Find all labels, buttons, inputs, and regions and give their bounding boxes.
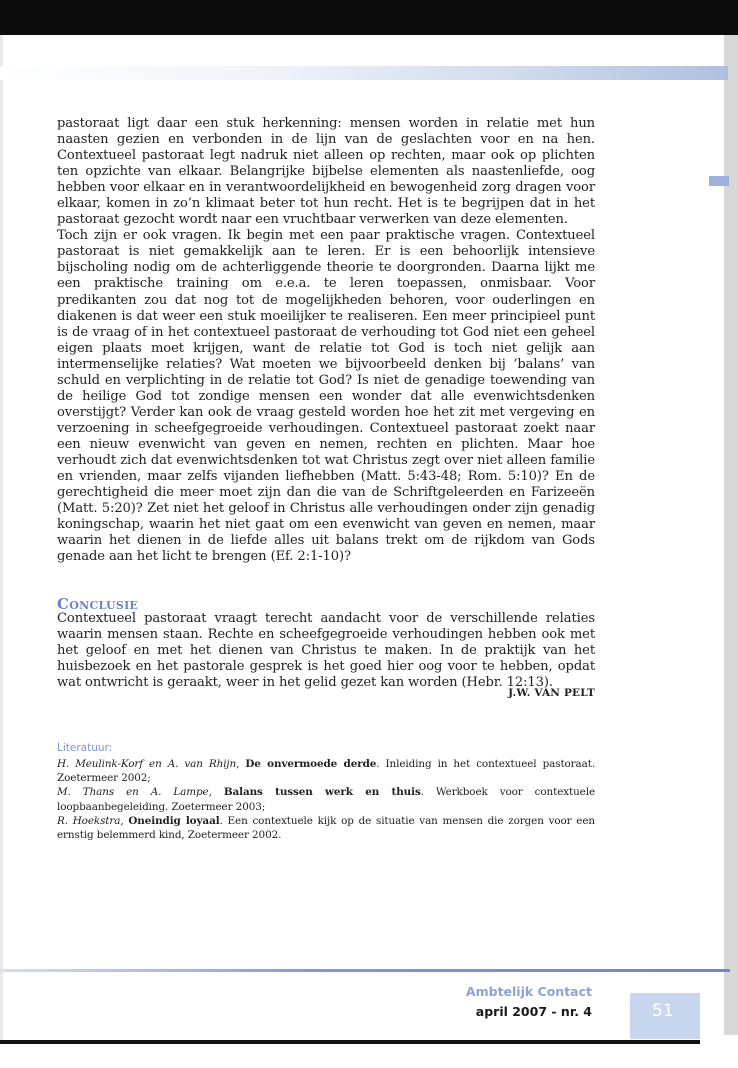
article-paragraph-1: pastoraat ligt daar een stuk herkenning: mensen worden in relatie met hun naasten gezien en verbonden in de lijn van de geslachten voor en na hen. Contextueel pastoraat legt nadruk niet alleen op rechten, maar ook op plichten ten opzichte van elkaar. Belangrijke bijbelse elementen als naastenliefde, oog hebben voor elkaar en in verantwoordelijkheid en bewogenheid zorg dragen voor elkaar, komen in zo’n klimaat beter tot hun recht. Het is te begrijpen dat in het pastoraat gezocht wordt naar een vruchtbaar verwerken van deze elementen. (57, 116, 595, 228)
literature-title: Oneindig loyaal (128, 814, 220, 827)
literature-title: Balans tussen werk en thuis (223, 786, 421, 799)
article-body (57, 116, 595, 565)
scan-left-edge (0, 35, 3, 1040)
literature-entry (57, 814, 595, 842)
magazine-issue: april 2007 - nr. 4 (475, 1004, 592, 1019)
scan-top-border (0, 0, 738, 35)
literature-label: Literatuur: (57, 742, 113, 754)
literature-title: De onvermoede derde (245, 758, 377, 770)
literature-details: . Inleiding in het contextueel pastoraat. Zoetermeer 2002; (57, 758, 596, 785)
side-marker-tab (709, 176, 729, 186)
conclusion-text: Contextueel pastoraat vraagt terecht aandacht voor de verschillende relaties waarin mensen staan. Rechte en scheefgegroeide verhoudingen hebben ook met het geloof en met het dienen van Christus te maken. In de praktijk van het huisbezoek en het pastorale gesprek is het goed hier oog voor te hebben, opdat wat ontwricht is geraakt, weer in het gelid gezet kan worden (Hebr. 12:13). (57, 611, 595, 691)
literature-details: . Werkboek voor contextuele loopbaanbegeleiding. Zoetermeer 2003; (57, 786, 595, 813)
header-color-band (0, 66, 728, 80)
literature-entry (57, 757, 595, 785)
literature-authors: R. Hoekstra, (57, 814, 124, 827)
author-signature: J.W. VAN PELT (508, 687, 595, 699)
literature-authors: H. Meulink-Korf en A. van Rhijn, (57, 758, 240, 770)
magazine-name: Ambtelijk Contact (465, 984, 592, 999)
scan-bottom-border (0, 1040, 700, 1044)
footer-rule (0, 969, 730, 972)
article-paragraph-2: Toch zijn er ook vragen. Ik begin met een paar praktische vragen. Contextueel pastoraat is niet gemakkelijk aan te leren. Er is een behoorlijk intensieve bijscholing nodig om de achterliggende theorie te doorgronden. Daarna lijkt me een praktische training om e.e.a. te leren toepassen, onmisbaar. Voor predikanten zou dat nog tot de mogelijkheden behoren, voor ouderlingen en diakenen is dat weer een stuk moeilijker te realiseren. Een meer principieel punt is de vraag of in het contextueel pastoraat de verhouding tot God niet een geheel eigen plaats moet krijgen, want de relatie tot God is toch niet gelijk aan intermenselijke relaties? Wat moeten we bijvoorbeeld denken bij ‘balans’ van schuld en verplichting in de relatie tot God? Is niet de genadige toewending van de heilige God tot zondige mensen een wonder dat alle evenwichtsdenken overstijgt? Verder kan ook de vraag gesteld worden hoe het zit met vergeving en verzoening in scheefgegroeide verhoudingen. Contextueel pastoraat zoekt naar een nieuw evenwicht van geven en nemen, rechten en plichten. Maar hoe verhoudt zich dat evenwichtsdenken tot wat Christus zegt over niet alleen familie en vrienden, maar zelfs vijanden liefhebben (Matt. 5:43-48; Rom. 5:10)? En de gerechtigheid die meer moet zijn dan die van de Schriftgeleerden en Farizeeën (Matt. 5:20)? Zet niet het geloof in Christus alle verhoudingen onder zijn genadig koningschap, waarin het niet gaat om een evenwicht van geven en nemen, maar waarin het dienen in de liefde alles uit balans trekt om de rijkdom van Gods genade aan het licht te brengen (Ef. 2:1-10)? (57, 228, 595, 565)
literature-entry (57, 785, 595, 813)
literature-authors: M. Thans en A. Lampe, (57, 786, 212, 799)
page-number: 51 (652, 1001, 674, 1021)
conclusion-heading: Conclusie (57, 595, 139, 613)
literature-list (57, 757, 595, 842)
literature-details: . Een contextuele kijk op de situatie van mensen die zorgen voor een ernstig belemmerd kind, Zoetermeer 2002. (57, 814, 595, 842)
